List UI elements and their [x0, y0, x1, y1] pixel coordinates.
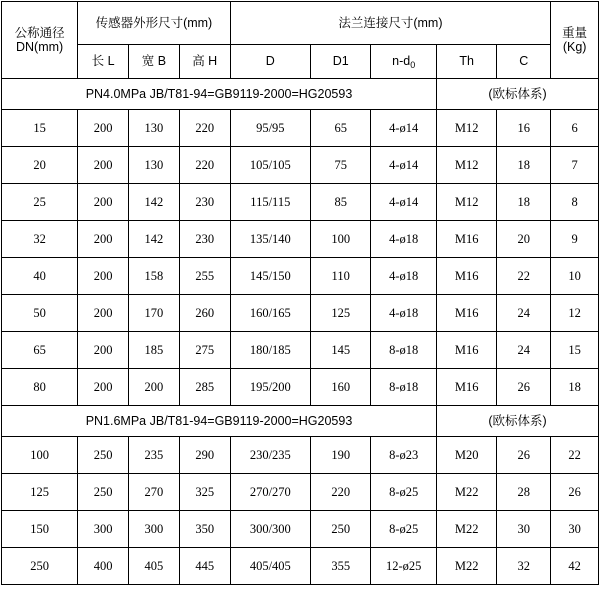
cell-weight: 30 [551, 511, 599, 548]
cell-n-d0: 8-ø25 [371, 474, 437, 511]
table-row [2, 184, 599, 221]
cell-d1: 220 [311, 474, 371, 511]
cell-n-d0: 4-ø14 [371, 184, 437, 221]
cell-c: 20 [497, 221, 551, 258]
cell-length: 250 [78, 437, 129, 474]
table-header-row-main [2, 2, 599, 45]
cell-length: 200 [78, 258, 129, 295]
table-header-row-sub [2, 45, 599, 79]
cell-n-d0: 12-ø25 [371, 548, 437, 585]
cell-height: 445 [179, 548, 230, 585]
cell-th: M12 [436, 147, 496, 184]
header-th: Th [436, 45, 496, 79]
cell-d: 135/140 [230, 221, 310, 258]
cell-length: 300 [78, 511, 129, 548]
header-n-d0 [371, 45, 437, 79]
cell-width: 158 [129, 258, 180, 295]
cell-th: M22 [436, 511, 496, 548]
cell-length: 200 [78, 184, 129, 221]
cell-height: 290 [179, 437, 230, 474]
band-row-pn16 [2, 406, 599, 437]
cell-n-d0: 8-ø18 [371, 369, 437, 406]
cell-width: 170 [129, 295, 180, 332]
cell-n-d0: 8-ø25 [371, 511, 437, 548]
cell-dn: 125 [2, 474, 78, 511]
cell-dn: 65 [2, 332, 78, 369]
cell-dn: 25 [2, 184, 78, 221]
cell-dn: 150 [2, 511, 78, 548]
band-note-pn16: (欧标体系) [436, 406, 598, 437]
table-row [2, 369, 599, 406]
cell-height: 220 [179, 147, 230, 184]
cell-dn: 250 [2, 548, 78, 585]
header-group-sensor-dimensions: 传感器外形尺寸(mm) [78, 2, 230, 45]
cell-d1: 75 [311, 147, 371, 184]
cell-height: 350 [179, 511, 230, 548]
cell-d1: 100 [311, 221, 371, 258]
cell-width: 270 [129, 474, 180, 511]
cell-d1: 125 [311, 295, 371, 332]
cell-d: 195/200 [230, 369, 310, 406]
cell-length: 400 [78, 548, 129, 585]
cell-c: 18 [497, 147, 551, 184]
cell-c: 24 [497, 332, 551, 369]
cell-d: 115/115 [230, 184, 310, 221]
table-row [2, 548, 599, 585]
cell-d: 95/95 [230, 110, 310, 147]
table-row [2, 295, 599, 332]
cell-width: 185 [129, 332, 180, 369]
cell-c: 24 [497, 295, 551, 332]
header-n-d0-subscript: 0 [410, 60, 416, 71]
band-row-pn40 [2, 79, 599, 110]
cell-d: 230/235 [230, 437, 310, 474]
cell-width: 142 [129, 184, 180, 221]
cell-weight: 9 [551, 221, 599, 258]
header-d: D [230, 45, 310, 79]
cell-d1: 110 [311, 258, 371, 295]
cell-th: M16 [436, 332, 496, 369]
header-weight-line1: 重量 [562, 25, 588, 40]
table-row [2, 147, 599, 184]
header-nominal-diameter-line2: DN(mm) [15, 40, 64, 54]
header-c: C [497, 45, 551, 79]
cell-weight: 15 [551, 332, 599, 369]
table-row [2, 437, 599, 474]
cell-c: 28 [497, 474, 551, 511]
cell-d1: 190 [311, 437, 371, 474]
cell-weight: 42 [551, 548, 599, 585]
cell-d: 105/105 [230, 147, 310, 184]
table-row [2, 258, 599, 295]
cell-c: 16 [497, 110, 551, 147]
cell-height: 260 [179, 295, 230, 332]
cell-th: M16 [436, 258, 496, 295]
cell-width: 300 [129, 511, 180, 548]
table-row [2, 511, 599, 548]
cell-n-d0: 4-ø18 [371, 258, 437, 295]
cell-dn: 32 [2, 221, 78, 258]
cell-weight: 7 [551, 147, 599, 184]
cell-th: M22 [436, 548, 496, 585]
cell-length: 200 [78, 295, 129, 332]
cell-height: 255 [179, 258, 230, 295]
table-row [2, 221, 599, 258]
band-label-pn16: PN1.6MPa JB/T81-94=GB9119-2000=HG20593 [2, 406, 437, 437]
header-weight [551, 2, 599, 79]
cell-n-d0: 8-ø23 [371, 437, 437, 474]
cell-d: 405/405 [230, 548, 310, 585]
cell-c: 18 [497, 184, 551, 221]
cell-width: 130 [129, 110, 180, 147]
cell-d1: 65 [311, 110, 371, 147]
cell-height: 325 [179, 474, 230, 511]
cell-weight: 6 [551, 110, 599, 147]
cell-c: 30 [497, 511, 551, 548]
header-width: 宽 B [129, 45, 180, 79]
header-weight-line2: (Kg) [562, 40, 587, 54]
cell-width: 405 [129, 548, 180, 585]
band-label-pn40: PN4.0MPa JB/T81-94=GB9119-2000=HG20593 [2, 79, 437, 110]
cell-weight: 10 [551, 258, 599, 295]
cell-th: M12 [436, 184, 496, 221]
header-length: 长 L [78, 45, 129, 79]
cell-weight: 26 [551, 474, 599, 511]
cell-th: M16 [436, 221, 496, 258]
header-nominal-diameter [2, 2, 78, 79]
table-row [2, 110, 599, 147]
header-nominal-diameter-line1: 公称通径 [14, 25, 65, 40]
table-row [2, 332, 599, 369]
cell-weight: 18 [551, 369, 599, 406]
cell-dn: 100 [2, 437, 78, 474]
cell-length: 200 [78, 221, 129, 258]
cell-length: 200 [78, 332, 129, 369]
cell-d: 145/150 [230, 258, 310, 295]
cell-length: 200 [78, 369, 129, 406]
cell-width: 200 [129, 369, 180, 406]
cell-width: 130 [129, 147, 180, 184]
cell-c: 22 [497, 258, 551, 295]
header-d1: D1 [311, 45, 371, 79]
cell-width: 142 [129, 221, 180, 258]
cell-d1: 160 [311, 369, 371, 406]
cell-d: 180/185 [230, 332, 310, 369]
cell-height: 285 [179, 369, 230, 406]
cell-d: 160/165 [230, 295, 310, 332]
cell-c: 32 [497, 548, 551, 585]
cell-height: 220 [179, 110, 230, 147]
cell-dn: 40 [2, 258, 78, 295]
header-n-d0-prefix: n-d [392, 54, 411, 69]
header-height: 高 H [179, 45, 230, 79]
specification-table [1, 1, 599, 585]
cell-dn: 20 [2, 147, 78, 184]
cell-n-d0: 4-ø14 [371, 110, 437, 147]
cell-height: 275 [179, 332, 230, 369]
cell-weight: 8 [551, 184, 599, 221]
cell-d1: 250 [311, 511, 371, 548]
cell-n-d0: 8-ø18 [371, 332, 437, 369]
cell-n-d0: 4-ø14 [371, 147, 437, 184]
cell-d: 300/300 [230, 511, 310, 548]
cell-th: M12 [436, 110, 496, 147]
cell-c: 26 [497, 369, 551, 406]
table-row [2, 474, 599, 511]
cell-width: 235 [129, 437, 180, 474]
cell-n-d0: 4-ø18 [371, 221, 437, 258]
cell-d1: 145 [311, 332, 371, 369]
cell-length: 250 [78, 474, 129, 511]
cell-th: M16 [436, 369, 496, 406]
cell-dn: 15 [2, 110, 78, 147]
cell-d1: 85 [311, 184, 371, 221]
cell-th: M16 [436, 295, 496, 332]
cell-height: 230 [179, 221, 230, 258]
cell-dn: 80 [2, 369, 78, 406]
cell-weight: 22 [551, 437, 599, 474]
cell-c: 26 [497, 437, 551, 474]
header-group-flange-dimensions: 法兰连接尺寸(mm) [230, 2, 551, 45]
cell-n-d0: 4-ø18 [371, 295, 437, 332]
cell-th: M22 [436, 474, 496, 511]
cell-length: 200 [78, 147, 129, 184]
cell-d: 270/270 [230, 474, 310, 511]
cell-dn: 50 [2, 295, 78, 332]
cell-length: 200 [78, 110, 129, 147]
cell-height: 230 [179, 184, 230, 221]
cell-th: M20 [436, 437, 496, 474]
band-note-pn40: (欧标体系) [436, 79, 598, 110]
cell-weight: 12 [551, 295, 599, 332]
cell-d1: 355 [311, 548, 371, 585]
